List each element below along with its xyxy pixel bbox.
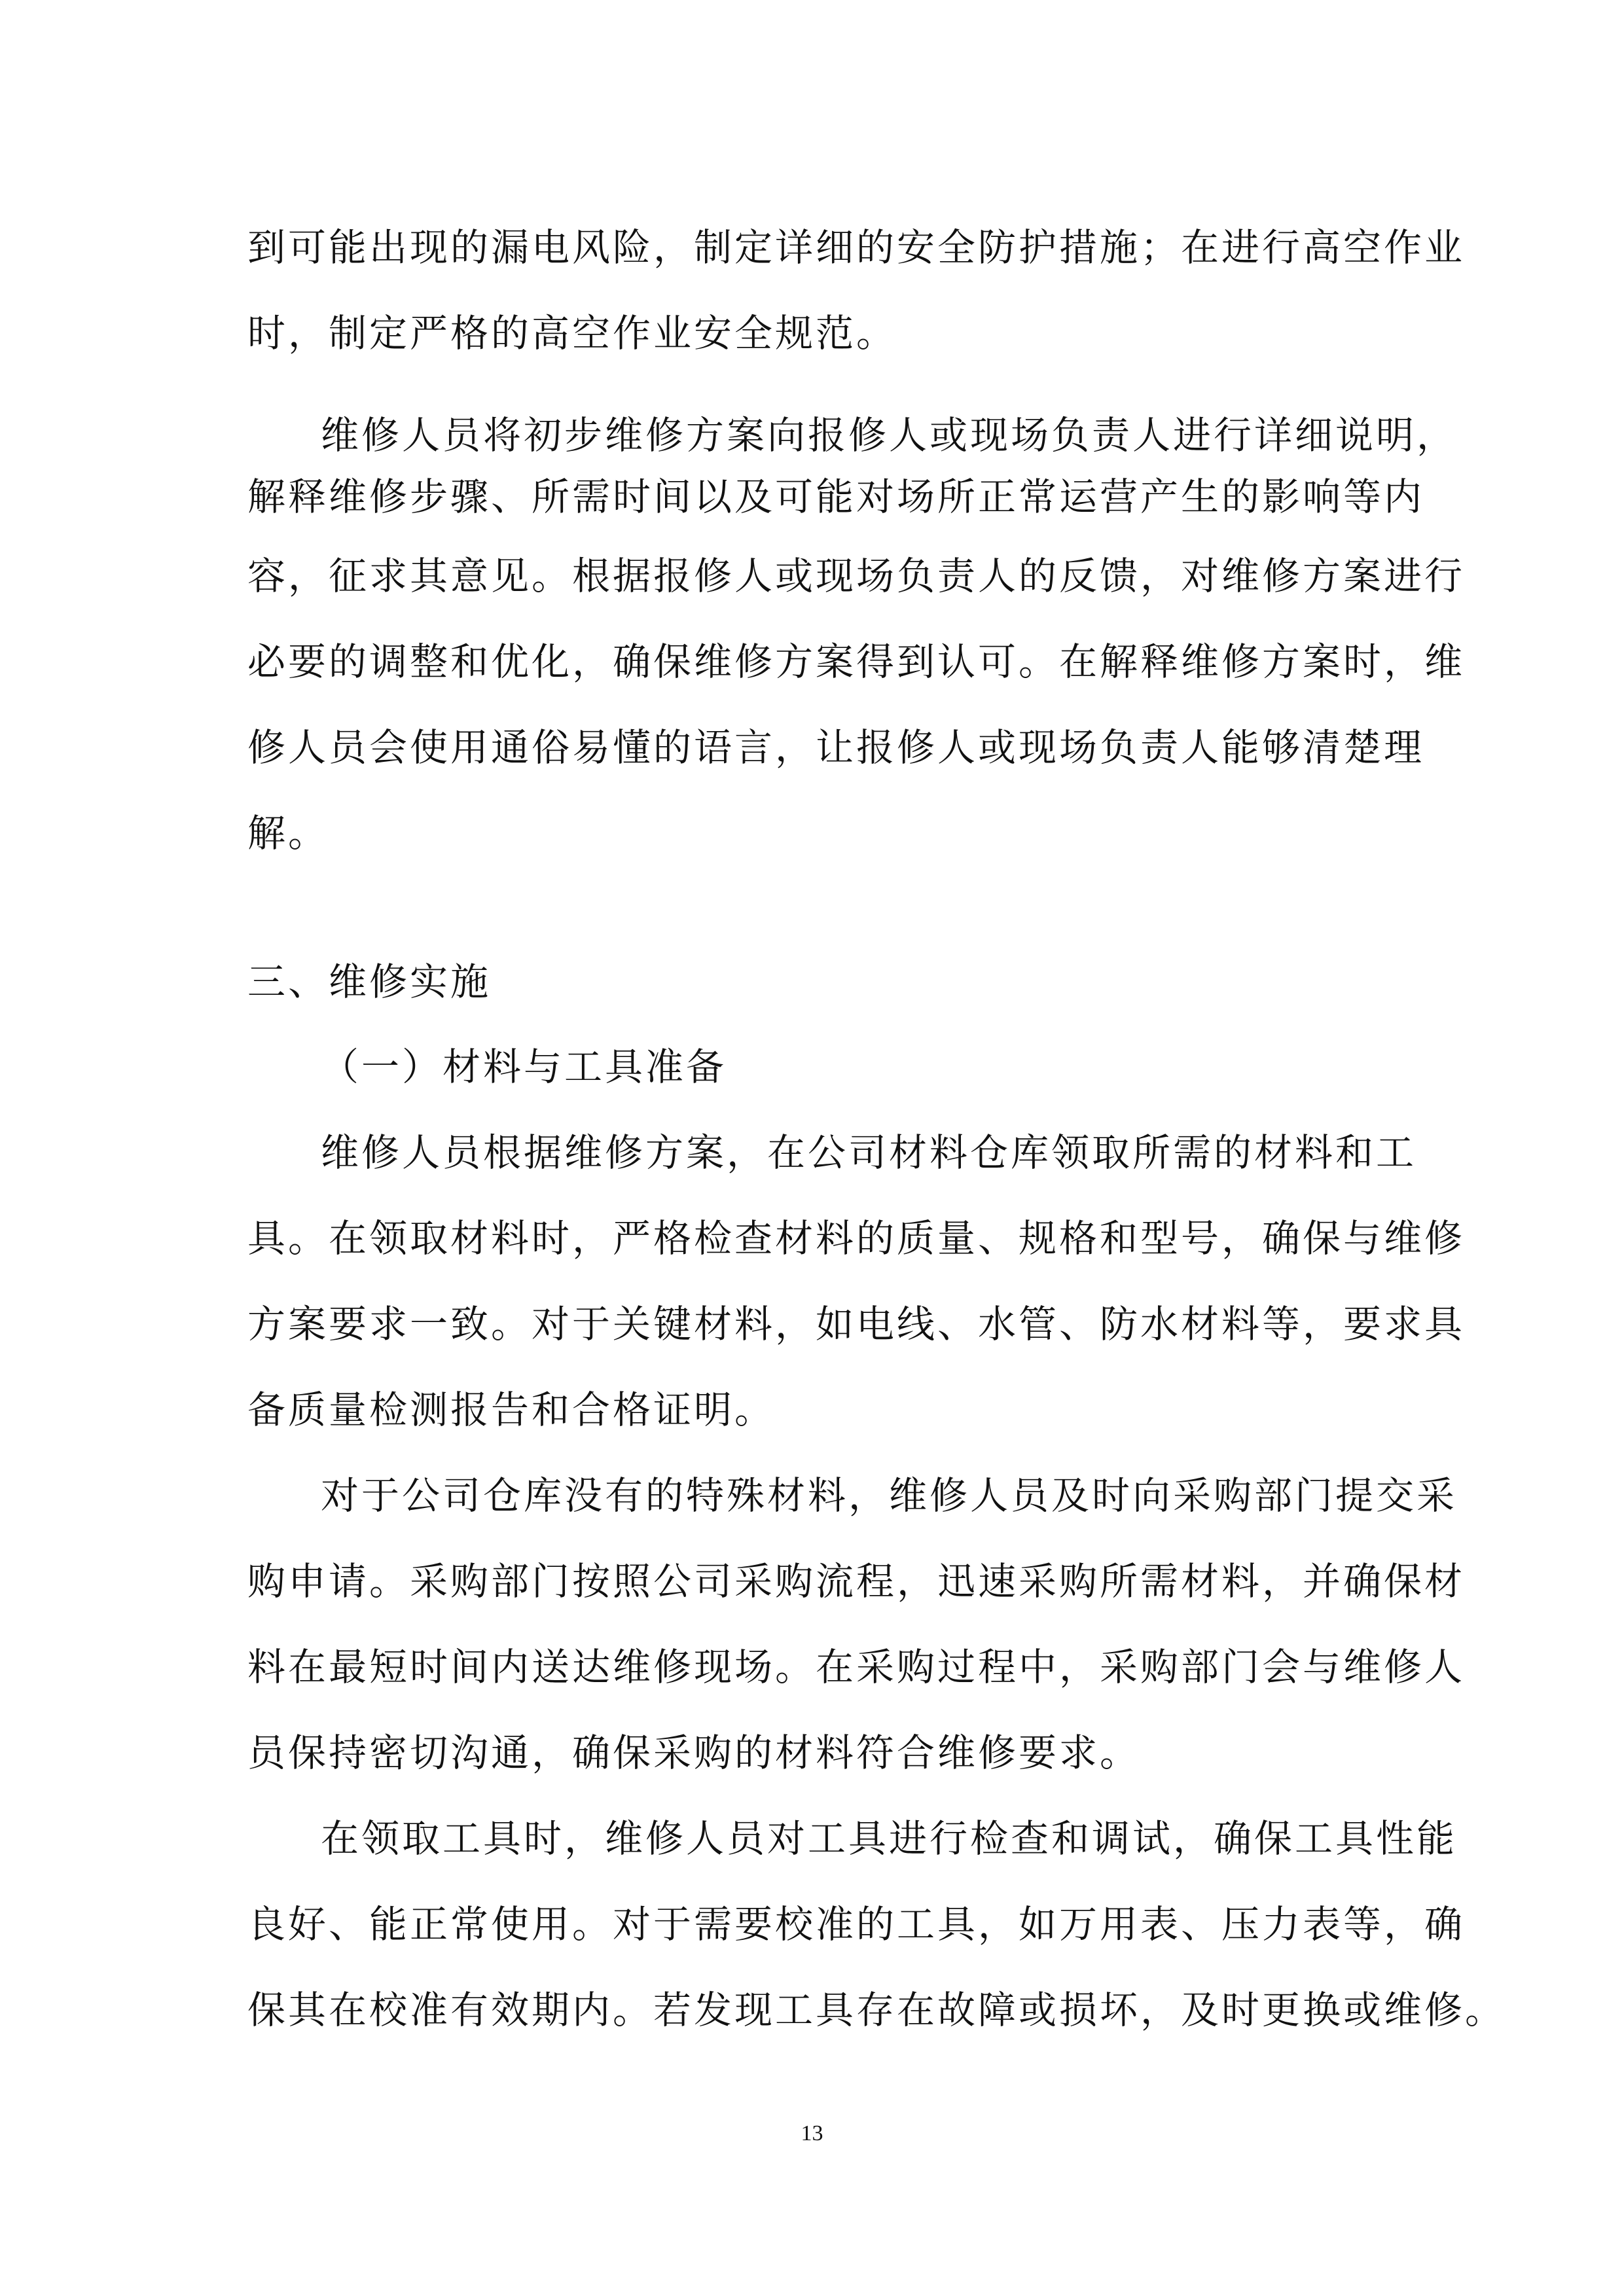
paragraph-first-line: 在领取工具时，维修人员对工具进行检查和调试，确保工具性能 [321, 1816, 1458, 1861]
paragraph-line: 备质量检测报告和合格证明。 [247, 1388, 776, 1432]
subsection-heading: （一）材料与工具准备 [321, 1045, 727, 1089]
paragraph-line: 良好、能正常使用。对于需要校准的工具，如万用表、压力表等，确 [247, 1902, 1466, 1946]
paragraph-line: 解释维修步骤、所需时间以及可能对场所正常运营产生的影响等内 [247, 475, 1425, 519]
paragraph-line: 时，制定严格的高空作业安全规范。 [247, 311, 897, 355]
paragraph-line: 修人员会使用通俗易懂的语言，让报修人或现场负责人能够清楚理 [247, 725, 1425, 770]
paragraph-line: 料在最短时间内送达维修现场。在采购过程中，采购部门会与维修人 [247, 1645, 1466, 1689]
paragraph-line: 到可能出现的漏电风险，制定详细的安全防护措施；在进行高空作业 [247, 225, 1466, 270]
paragraph-line: 容，征求其意见。根据报修人或现场负责人的反馈，对维修方案进行 [247, 554, 1466, 598]
page-number: 13 [801, 2121, 823, 2145]
paragraph-line: 必要的调整和优化，确保维修方案得到认可。在解释维修方案时，维 [247, 639, 1466, 684]
paragraph-line: 解。 [247, 811, 329, 855]
paragraph-line: 购申请。采购部门按照公司采购流程，迅速采购所需材料，并确保材 [247, 1559, 1466, 1604]
paragraph-line: 保其在校准有效期内。若发现工具存在故障或损坏，及时更换或维修。 [247, 1988, 1506, 2032]
paragraph-line: 员保持密切沟通，确保采购的材料符合维修要求。 [247, 1731, 1141, 1775]
paragraph-line: 方案要求一致。对于关键材料，如电线、水管、防水材料等，要求具 [247, 1302, 1466, 1346]
paragraph-line: 具。在领取材料时，严格检查材料的质量、规格和型号，确保与维修 [247, 1216, 1466, 1261]
section-heading: 三、维修实施 [247, 960, 492, 1004]
paragraph-first-line: 维修人员根据维修方案，在公司材料仓库领取所需的材料和工 [321, 1130, 1417, 1175]
paragraph-first-line: 对于公司仓库没有的特殊材料，维修人员及时向采购部门提交采 [321, 1473, 1458, 1518]
paragraph-first-line: 维修人员将初步维修方案向报修人或现场负责人进行详细说明， [321, 413, 1458, 457]
